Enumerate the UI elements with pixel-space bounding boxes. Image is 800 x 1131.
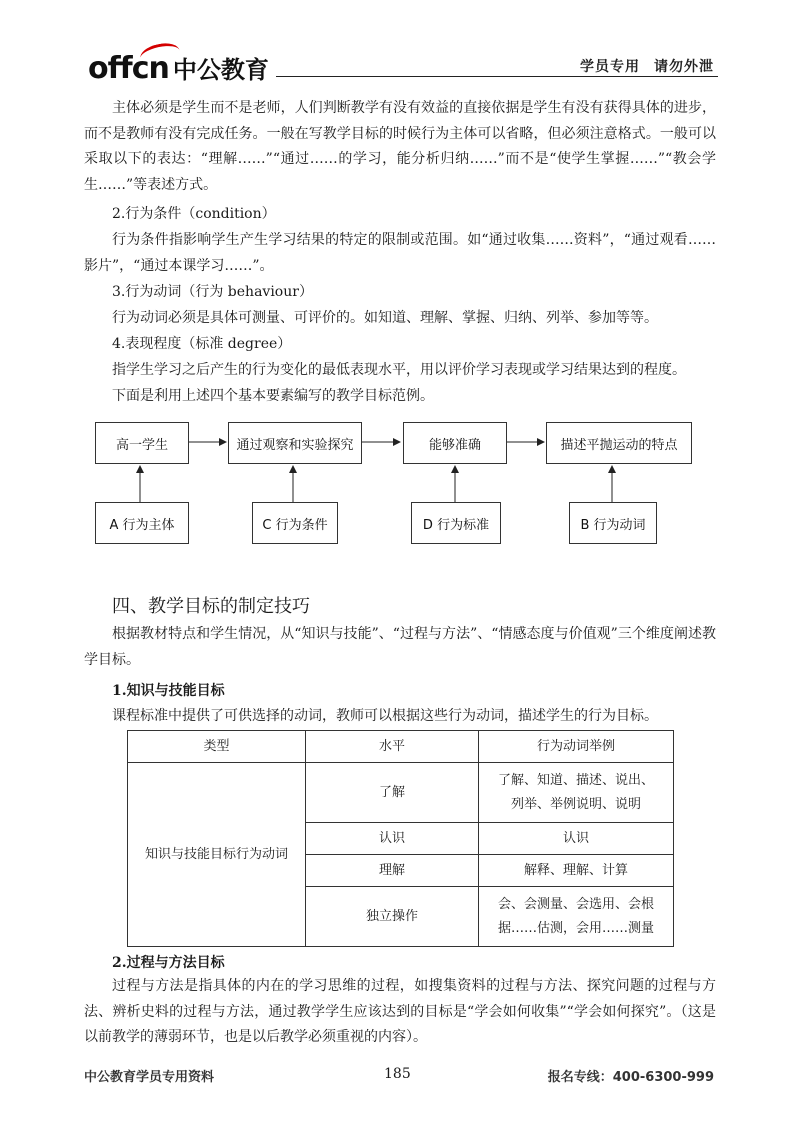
page-number: 185 bbox=[384, 1066, 411, 1082]
section-text-condition: 行为条件指影响学生产生学习结果的特定的限制或范围。如“通过收集……资料”，“通过观看……影片”，“通过本课学习……”。 bbox=[84, 232, 716, 274]
verbs-line: 会、会测量、会选用、会根 bbox=[497, 896, 654, 912]
objective-diagram bbox=[0, 0, 800, 560]
table-header-type: 类型 bbox=[128, 731, 306, 763]
table-cell-verbs: 认识 bbox=[479, 823, 674, 855]
sub1-title: 1.知识与技能目标 bbox=[112, 683, 225, 699]
logo-text-cn: 中公教育 bbox=[172, 56, 269, 84]
table-header-level: 水平 bbox=[306, 731, 479, 763]
diagram-box-standard: 能够准确 bbox=[403, 422, 507, 464]
section-heading-degree: 4.表现程度（标准 degree） bbox=[112, 336, 292, 352]
section-heading-condition: 2.行为条件（condition） bbox=[112, 206, 276, 222]
table-header-verbs: 行为动词举例 bbox=[479, 731, 674, 763]
table-cell-verbs bbox=[479, 887, 674, 947]
footer-left: 中公教育学员专用资料 bbox=[84, 1070, 215, 1085]
table-row bbox=[128, 763, 674, 823]
sub1-text: 课程标准中提供了可供选择的动词，教师可以根据这些行为动词，描述学生的行为目标。 bbox=[112, 708, 658, 724]
section-text-degree: 指学生学习之后产生的行为变化的最低表现水平，用以评价学习表现或学习结果达到的程度。 bbox=[112, 362, 686, 378]
footer-hotline: 报名专线：400-6300-999 bbox=[547, 1070, 714, 1085]
example-intro: 下面是利用上述四个基本要素编写的教学目标范例。 bbox=[112, 388, 434, 404]
table-cell-verbs bbox=[479, 763, 674, 823]
verbs-line: 列举、举例说明、说明 bbox=[510, 796, 641, 812]
header-tag-students-only: 学员专用 bbox=[580, 59, 640, 75]
table-header-row bbox=[128, 731, 674, 763]
verbs-line: 据……估测，会用……测量 bbox=[497, 920, 654, 936]
logo-text-en: offcn bbox=[88, 51, 169, 86]
table-cell-level: 了解 bbox=[306, 763, 479, 823]
diagram-box-verb: 描述平抛运动的特点 bbox=[546, 422, 692, 464]
table-cell-level: 认识 bbox=[306, 823, 479, 855]
intro-paragraph: 主体必须是学生而不是老师，人们判断教学有没有效益的直接依据是学生有没有获得具体的进步，而不是教师有没有完成任务。一般在写教学目标的时候行为主体可以省略，但必须注意格式。一般可以采取以下的表达：“理解……”“通过……的学习，能分析归纳……”而不是“使学生掌握……”“教会学生……”等表述方式。 bbox=[84, 100, 716, 193]
header-tag-confidential: 请勿外泄 bbox=[654, 59, 714, 75]
diagram-label-b: B 行为动词 bbox=[569, 502, 657, 544]
diagram-box-subject: 高一学生 bbox=[95, 422, 189, 464]
table-cell-type: 知识与技能目标行为动词 bbox=[128, 763, 306, 947]
diagram-label-d: D 行为标准 bbox=[411, 502, 501, 544]
section4-title: 四、教学目标的制定技巧 bbox=[112, 596, 310, 617]
section4-intro: 根据教材特点和学生情况，从“知识与技能”、“过程与方法”、“情感态度与价值观”三个维度阐述教学目标。 bbox=[84, 626, 716, 668]
diagram-label-a: A 行为主体 bbox=[95, 502, 189, 544]
table-cell-level: 独立操作 bbox=[306, 887, 479, 947]
section-text-behaviour: 行为动词必须是具体可测量、可评价的。如知道、理解、掌握、归纳、列举、参加等等。 bbox=[112, 310, 658, 326]
table-cell-level: 理解 bbox=[306, 855, 479, 887]
sub2-title: 2.过程与方法目标 bbox=[112, 955, 225, 971]
diagram-label-c: C 行为条件 bbox=[252, 502, 338, 544]
sub2-text: 过程与方法是指具体的内在的学习思维的过程，如搜集资料的过程与方法、探究问题的过程与方法、辨析史料的过程与方法，通过教学学生应该达到的目标是“学会如何收集”“学会如何探究”。（这是以前教学的薄弱环节，也是以后教学必须重视的内容）。 bbox=[84, 978, 716, 1046]
table-cell-verbs: 解释、理解、计算 bbox=[479, 855, 674, 887]
diagram-arrows bbox=[0, 0, 800, 560]
verbs-table bbox=[127, 730, 674, 947]
section-heading-behaviour: 3.行为动词（行为 behaviour） bbox=[112, 284, 313, 300]
diagram-box-condition: 通过观察和实验探究 bbox=[228, 422, 362, 464]
verbs-line: 了解、知道、描述、说出、 bbox=[497, 772, 654, 788]
